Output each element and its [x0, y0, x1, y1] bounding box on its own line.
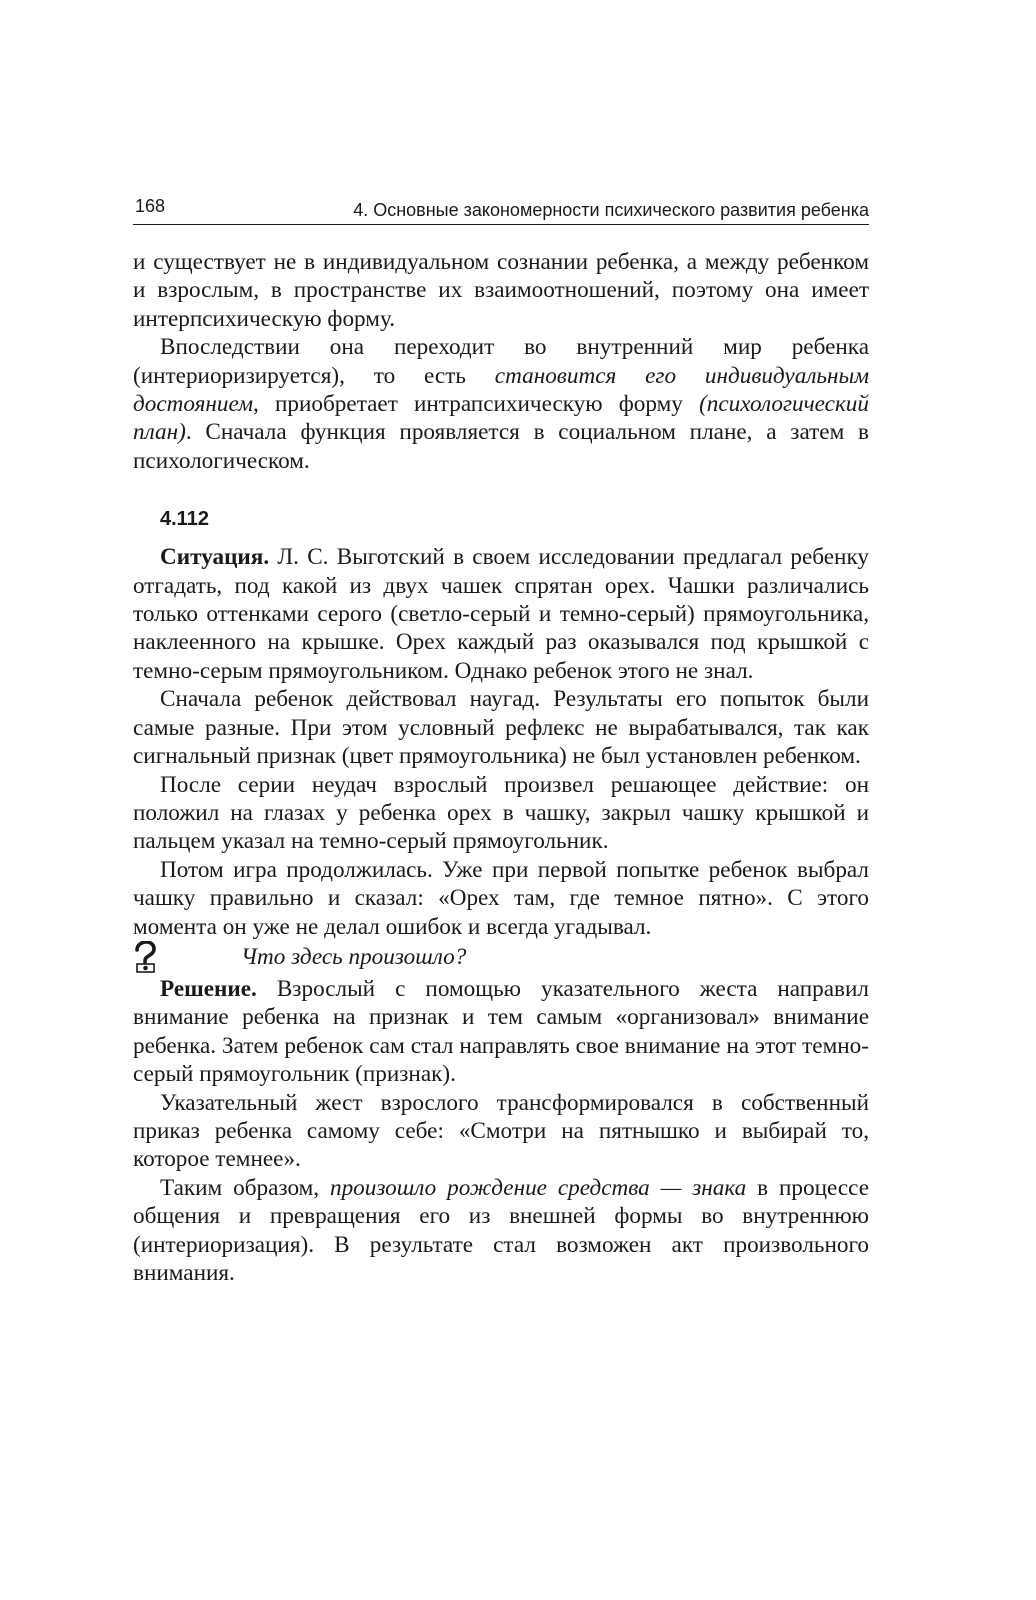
text-run: , приобретает интрапсихическую форму [253, 391, 700, 418]
paragraph-interiorization [133, 333, 869, 475]
page-number: 168 [135, 196, 166, 216]
text-run: в процессе общения и превращения его из внешней формы во внутреннюю (интериоризация). В результате стал возможен акт произвольного внимания. [133, 1174, 870, 1286]
solution-label: Решение. [160, 975, 257, 1002]
section-number: 4.112 [160, 508, 209, 531]
page-body [133, 248, 869, 1287]
text-run: Л. С. Выготский в своем исследовании предлагал ребенку отгадать, под какой из двух чашек спрятан орех. Чашки различались только оттенками серого (светло-серый и темно-серый) прямоугольника, наклеенного на крышке. Орех каждый раз оказывался под крышкой с темно-серым прямоугольником. Однако ребенок этого не знал. [133, 544, 869, 684]
situation-label: Ситуация. [160, 544, 270, 571]
paragraph: Указательный жест взрослого трансформировался в собственный приказ ребенка самому себе: «Смотри на пятнышко и выбирай то, которое темнее». [133, 1089, 869, 1173]
running-head: 4. Основные закономерности психического развития ребенка [353, 200, 869, 220]
page-header [133, 192, 869, 225]
paragraph: После серии неудач взрослый произвел решающее действие: он положил на глазах у ребенка орех в чашку, закрыл чашку крышкой и пальцем указал на темно-серый прямоугольник. [133, 771, 869, 855]
italic-emphasis: произошло рождение средства — знака [329, 1174, 747, 1201]
paragraph: Потом игра продолжилась. Уже при первой попытке ребенок выбрал чашку правильно и сказал: «Орех там, где темное пятно». С этого момента он уже не делал ошибок и всегда угадывал. [133, 856, 869, 940]
italic-emphasis: становится его индивидуальным достоянием [133, 362, 869, 418]
text-run: Впоследствии она переходит во внутренний мир ребенка (интериоризируется), то есть [133, 334, 869, 389]
question-text: Что здесь произошло? [241, 943, 467, 970]
paragraph-solution [133, 975, 869, 1089]
italic-emphasis: (психологический план) [133, 391, 869, 446]
text-run: Таким образом, [160, 1174, 330, 1201]
text-run: . Сначала функция проявляется в социальном плане, а затем в психологическом. [133, 419, 869, 474]
paragraph: Сначала ребенок действовал наугад. Результаты его попыток были самые разные. При этом условный рефлекс не вырабатывался, так как сигнальный признак (цвет прямоугольника) не был установлен ребенком. [133, 686, 869, 770]
question-mark-icon [133, 941, 157, 973]
paragraph-situation [133, 543, 869, 685]
paragraph-conclusion [133, 1174, 869, 1288]
text-run: Взрослый с помощью указательного жеста направил внимание ребенка на признак и тем самым «организовал» внимание ребенка. Затем ребенок сам стал направлять свое внимание на этот темно-серый прямоугольник (признак). [133, 975, 869, 1088]
paragraph-continuation: и существует не в индивидуальном сознании ребенка, а между ребенком и взрослым, в пространстве их взаимоотношений, поэтому она имеет интерпсихическую форму. [133, 249, 869, 332]
question-row [133, 943, 869, 973]
